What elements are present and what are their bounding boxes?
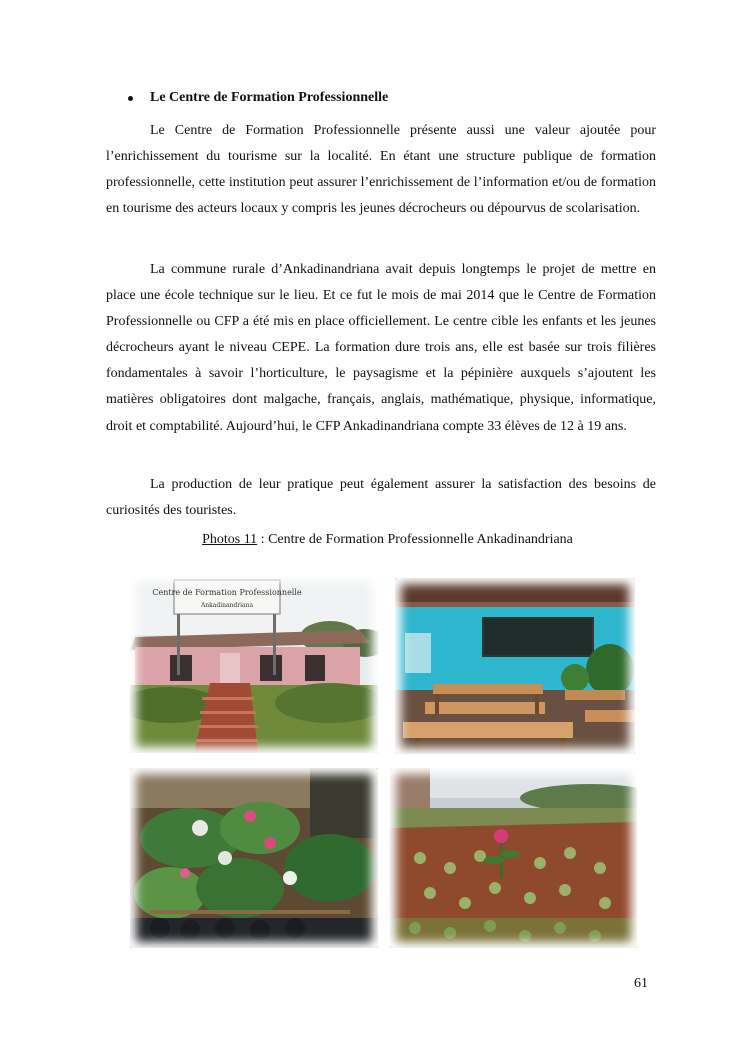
- photo-nursery-plants: [130, 768, 378, 948]
- paragraph-1: [106, 118, 656, 222]
- sign-line-2: Ankadinandriana: [200, 602, 254, 609]
- paragraph-3-text: La production de leur pratique peut également assurer la satisfaction des besoins de curiosités des touristes.: [106, 477, 656, 519]
- paragraph-2: [106, 257, 656, 440]
- photo-garden-bed: [390, 768, 637, 948]
- paragraph-3: [106, 472, 656, 524]
- figure-caption-text: : Centre de Formation Professionnelle Ankadinandriana: [257, 532, 573, 547]
- figure-caption: [0, 532, 745, 548]
- figure-caption-label: Photos 11: [202, 532, 258, 547]
- bullet-icon: [128, 96, 133, 101]
- sign-line-1: Centre de Formation Professionnelle: [152, 588, 302, 597]
- page-number: 61: [634, 976, 648, 991]
- photo-building-sign: [130, 575, 378, 753]
- paragraph-1-text: Le Centre de Formation Professionnelle présente aussi une valeur ajoutée pour l’enrichissement du tourisme sur la localité. En étant une structure publique de formation professionnelle, cette institution peut assurer l’enrichissement de l’information et/ou de formation en tourisme des acteurs locaux y compris les jeunes décrocheurs ou dépourvus de scolarisation.: [106, 123, 656, 217]
- paragraph-2-text: La commune rurale d’Ankadinandriana avait depuis longtemps le projet de mettre en place une école technique sur le lieu. Et ce fut le mois de mai 2014 que le Centre de Formation Professionnelle ou CFP a été mis en place officiellement. Le centre cible les enfants et les jeunes décrocheurs ayant le niveau CEPE. La formation dure trois ans, elle est basée sur trois filières fondamentales à savoir l’horticulture, le paysagisme et la pépinière auxquels s’ajoutent les matières obligatoires dont malgache, français, anglais, mathématique, physique, informatique, droit et comptabilité. Aujourd’hui, le CFP Ankadinandriana compte 33 élèves de 12 à 19 ans.: [106, 262, 656, 434]
- section-heading: [128, 90, 388, 106]
- photo-classroom: [395, 578, 635, 754]
- section-heading-text: Le Centre de Formation Professionnelle: [150, 90, 389, 105]
